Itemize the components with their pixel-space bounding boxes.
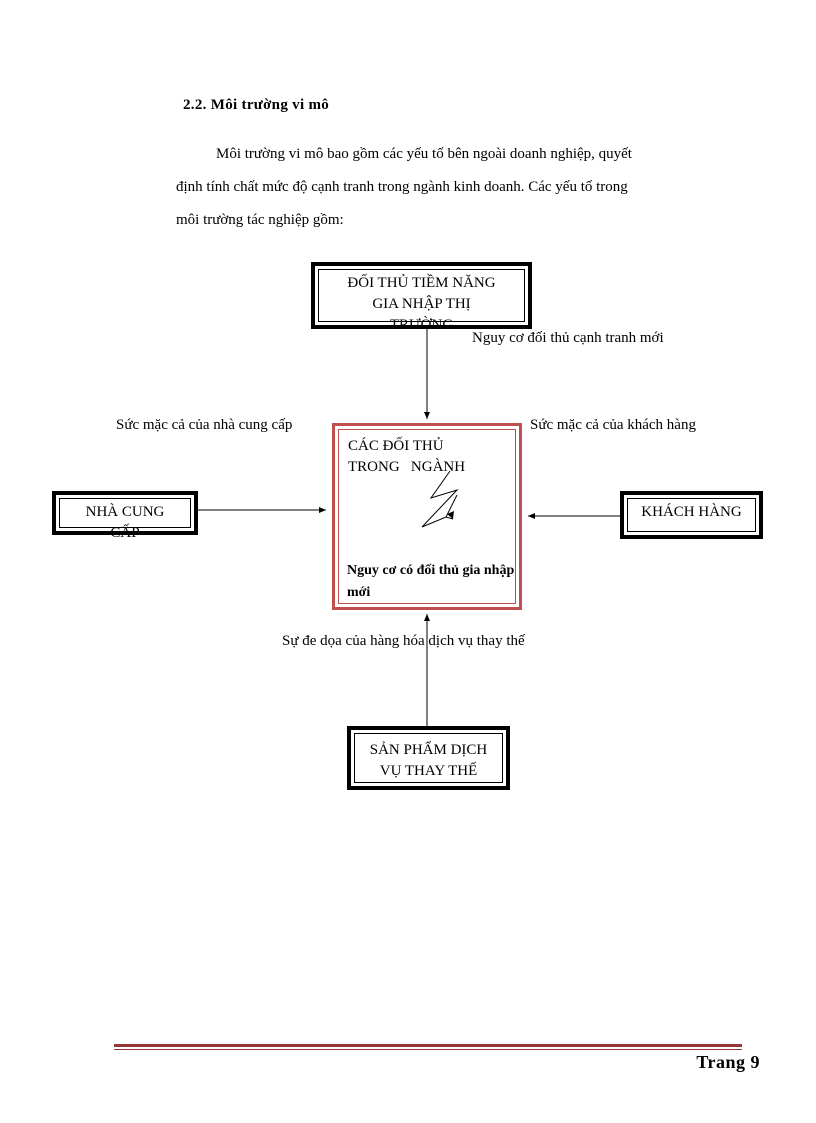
substitutes-box bbox=[347, 726, 510, 790]
potential-entrants-line-2: GIA NHẬP THỊ bbox=[372, 296, 471, 312]
industry-competitors-box bbox=[332, 423, 522, 610]
paragraph-line-3: môi trường tác nghiệp gồm: bbox=[176, 212, 344, 228]
customers-line-1: KHÁCH HÀNG bbox=[641, 504, 742, 520]
section-heading: 2.2. Môi trường vi mô bbox=[183, 97, 330, 113]
new-entrant-threat-label: Nguy cơ đối thủ cạnh tranh mới bbox=[472, 330, 664, 346]
substitutes-line-1: SẢN PHẨM DỊCH bbox=[369, 742, 488, 758]
customers-box bbox=[620, 491, 763, 539]
potential-entrants-box bbox=[311, 262, 532, 333]
lightning-zigzag-icon bbox=[417, 465, 477, 535]
paragraph-line-2: định tính chất mức độ cạnh tranh trong ngành kinh doanh. Các yếu tố trong bbox=[176, 179, 628, 195]
suppliers-line-2: CẤP bbox=[110, 525, 140, 541]
substitute-threat-label: Sự đe dọa của hàng hóa dịch vụ thay thế bbox=[282, 633, 525, 649]
paragraph-line-1: Môi trường vi mô bao gồm các yếu tố bên ngoài doanh nghiệp, quyết bbox=[216, 146, 632, 162]
potential-entrants-line-3: TRƯỜNG bbox=[389, 317, 454, 333]
potential-entrants-line-1: ĐỐI THỦ TIỀM NĂNG bbox=[347, 275, 496, 291]
suppliers-box bbox=[52, 491, 198, 541]
substitutes-line-2: VỤ THAY THẾ bbox=[379, 763, 478, 779]
competitors-title-line-2: TRONG NGÀNH bbox=[348, 459, 466, 475]
new-entrant-threat-text: Nguy cơ có đối thủ gia nhập mới bbox=[347, 563, 515, 600]
buyer-power-label: Sức mặc cả của khách hàng bbox=[530, 417, 696, 433]
suppliers-line-1: NHÀ CUNG bbox=[85, 504, 165, 520]
footer-rule-thick bbox=[114, 1044, 742, 1047]
footer-rule-thin bbox=[114, 1049, 742, 1050]
page-number: Trang 9 bbox=[696, 1052, 760, 1072]
supplier-power-label: Sức mặc cả của nhà cung cấp bbox=[116, 417, 293, 433]
competitors-title-line-1: CÁC ĐỐI THỦ bbox=[348, 438, 444, 454]
